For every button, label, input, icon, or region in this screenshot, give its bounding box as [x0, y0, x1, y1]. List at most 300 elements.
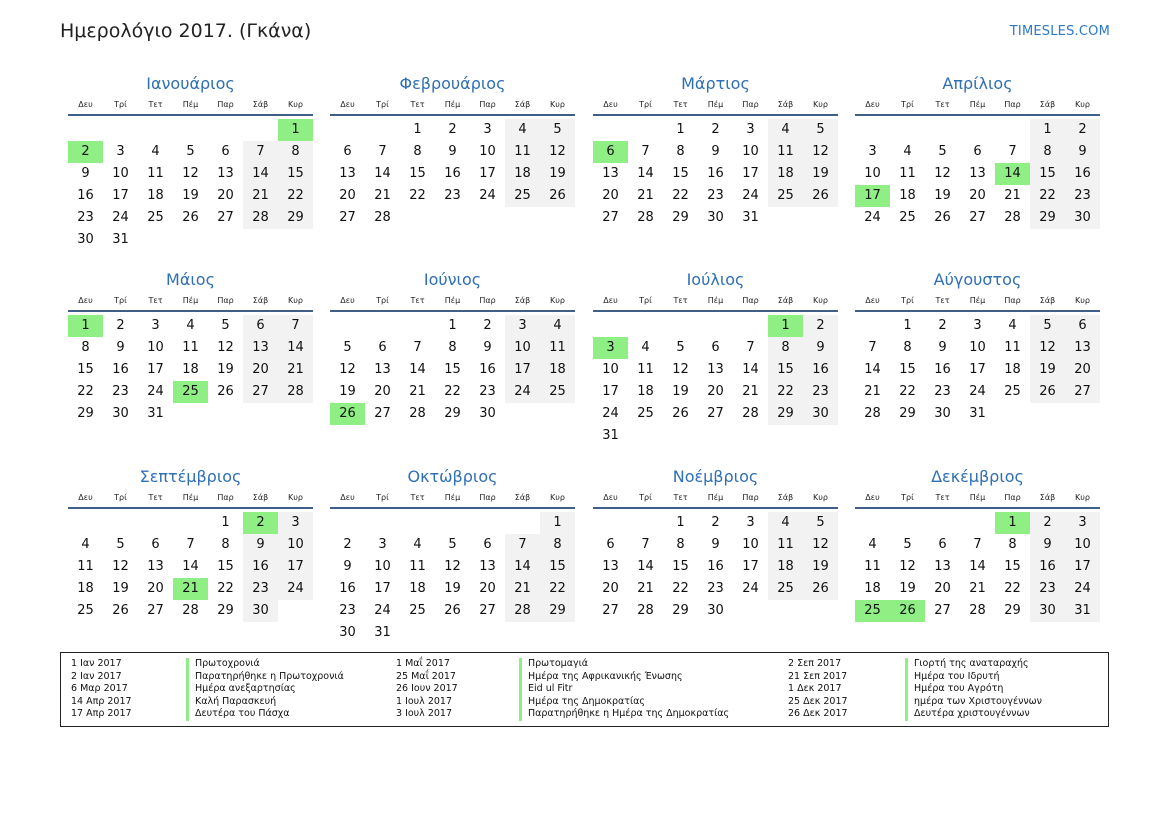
day-cell: 19: [1030, 359, 1065, 381]
day-cell: 29: [672, 210, 689, 225]
day-cell: 20: [602, 581, 619, 596]
weekday-label: Κυρ: [550, 493, 565, 502]
weekday-label: Δευ: [865, 493, 880, 502]
empty-cell: [663, 315, 698, 337]
day-cell: 1: [221, 515, 230, 530]
month-block: [330, 268, 575, 425]
legend-date: 1 Δεκ 2017: [788, 683, 842, 694]
day-cell: 5: [116, 537, 125, 552]
day-cell: 8: [221, 537, 230, 552]
weekday-label: Κυρ: [1075, 296, 1090, 305]
weekday-label: Τρί: [639, 296, 652, 305]
legend-holiday-name: Δευτέρα του Πάσχα: [195, 708, 290, 719]
month-block: [593, 72, 838, 229]
day-cell: 4: [151, 144, 160, 159]
day-cell: 30: [803, 403, 838, 425]
day-cell: 24: [278, 578, 313, 600]
day-cell: 4: [540, 315, 575, 337]
day-cell: 5: [540, 119, 575, 141]
day-cell: 30: [339, 625, 356, 640]
legend-holiday-name: Δευτέρα χριστουγέννων: [914, 708, 1030, 719]
empty-cell: [593, 119, 628, 141]
weekday-label: Σάβ: [777, 100, 794, 109]
day-cell: 17: [742, 559, 759, 574]
day-cell: 25: [77, 603, 94, 618]
holiday-day: 1: [68, 315, 103, 337]
day-cell: 10: [112, 166, 129, 181]
day-cell: 15: [768, 359, 803, 381]
weekday-label: Παρ: [217, 100, 234, 109]
month-name: Μάιος: [166, 270, 215, 289]
day-cell: 30: [1030, 600, 1065, 622]
day-cell: 10: [969, 340, 986, 355]
weekday-label: Δευ: [78, 296, 93, 305]
day-cell: 5: [1030, 315, 1065, 337]
day-cell: 20: [217, 188, 234, 203]
empty-cell: [698, 315, 733, 337]
day-cell: 14: [409, 362, 426, 377]
day-cell: 8: [278, 141, 313, 163]
page-title: Ημερολόγιο 2017. (Γκάνα): [60, 20, 312, 42]
day-cell: 1: [1030, 119, 1065, 141]
day-cell: 18: [637, 384, 654, 399]
holiday-day: 14: [995, 163, 1030, 185]
day-grid: [330, 512, 575, 644]
legend-date: 26 Δεκ 2017: [788, 708, 848, 719]
empty-cell: [138, 119, 173, 141]
day-cell: 29: [278, 207, 313, 229]
day-cell: 14: [182, 559, 199, 574]
day-cell: 2: [711, 515, 720, 530]
day-cell: 18: [182, 362, 199, 377]
day-cell: 7: [868, 340, 877, 355]
day-cell: 28: [742, 406, 759, 421]
day-cell: 27: [707, 406, 724, 421]
day-cell: 23: [444, 188, 461, 203]
day-cell: 17: [112, 188, 129, 203]
day-cell: 28: [409, 406, 426, 421]
weekday-label: Σάβ: [1039, 100, 1056, 109]
day-cell: 13: [707, 362, 724, 377]
day-cell: 1: [540, 512, 575, 534]
weekday-label: Τετ: [673, 493, 688, 502]
weekday-label: Κυρ: [1075, 493, 1090, 502]
day-cell: 5: [803, 119, 838, 141]
weekday-label: Πέμ: [707, 100, 724, 109]
day-cell: 24: [147, 384, 164, 399]
day-cell: 30: [1065, 207, 1100, 229]
day-cell: 22: [1030, 185, 1065, 207]
day-cell: 15: [672, 559, 689, 574]
month-block: [855, 465, 1100, 622]
day-cell: 26: [444, 603, 461, 618]
weekday-header: [68, 98, 313, 116]
day-cell: 23: [77, 210, 94, 225]
weekday-label: Δευ: [603, 296, 618, 305]
day-cell: 5: [938, 144, 947, 159]
weekday-label: Τετ: [935, 493, 950, 502]
legend-holiday-name: ημέρα των Χριστουγέννων: [914, 695, 1042, 707]
holiday-day: 2: [243, 512, 278, 534]
weekday-header: [330, 491, 575, 509]
weekday-label: Πέμ: [707, 296, 724, 305]
day-cell: 23: [934, 384, 951, 399]
day-cell: 9: [81, 166, 90, 181]
empty-cell: [960, 512, 995, 534]
day-cell: 15: [1004, 559, 1021, 574]
day-cell: 8: [81, 340, 90, 355]
day-cell: 7: [641, 537, 650, 552]
day-cell: 6: [483, 537, 492, 552]
day-cell: 16: [707, 559, 724, 574]
day-cell: 27: [217, 210, 234, 225]
weekday-label: Δευ: [865, 100, 880, 109]
day-cell: 12: [444, 559, 461, 574]
day-cell: 23: [1030, 578, 1065, 600]
weekday-label: Σάβ: [777, 493, 794, 502]
day-cell: 7: [278, 315, 313, 337]
day-cell: 24: [864, 210, 881, 225]
day-cell: 3: [746, 122, 755, 137]
day-cell: 13: [602, 166, 619, 181]
day-cell: 12: [934, 166, 951, 181]
day-cell: 13: [969, 166, 986, 181]
day-cell: 7: [1008, 144, 1017, 159]
day-cell: 19: [339, 384, 356, 399]
day-cell: 24: [742, 581, 759, 596]
day-cell: 18: [409, 581, 426, 596]
day-cell: 22: [77, 384, 94, 399]
legend-holiday-name: Ημέρα του Αγρότη: [914, 683, 1004, 694]
day-cell: 27: [934, 603, 951, 618]
month-name: Σεπτέμβριος: [139, 467, 242, 486]
day-cell: 14: [637, 166, 654, 181]
month-name: Ιούλιος: [686, 270, 745, 289]
day-cell: 26: [182, 210, 199, 225]
day-cell: 14: [505, 556, 540, 578]
empty-cell: [505, 512, 540, 534]
legend-date: 6 Μαρ 2017: [71, 683, 128, 694]
legend-holiday-name: Ημέρα του Ιδρυτή: [914, 670, 1000, 682]
weekday-label: Κυρ: [288, 100, 303, 109]
day-cell: 4: [768, 512, 803, 534]
weekday-label: Παρ: [479, 296, 496, 305]
day-cell: 12: [803, 141, 838, 163]
legend-date: 3 Ιουλ 2017: [396, 708, 452, 719]
day-cell: 9: [803, 337, 838, 359]
day-cell: 23: [803, 381, 838, 403]
day-cell: 25: [1004, 384, 1021, 399]
day-cell: 26: [1030, 381, 1065, 403]
day-cell: 21: [1004, 188, 1021, 203]
day-cell: 4: [505, 119, 540, 141]
empty-cell: [960, 119, 995, 141]
month-name: Αύγουστος: [933, 270, 1022, 289]
day-cell: 7: [746, 340, 755, 355]
legend-date: 2 Σεπ 2017: [788, 658, 842, 669]
day-cell: 12: [1030, 337, 1065, 359]
day-grid: [330, 315, 575, 425]
weekday-label: Δευ: [865, 296, 880, 305]
weekday-label: Δευ: [340, 296, 355, 305]
day-cell: 4: [1008, 318, 1017, 333]
day-cell: 11: [1004, 340, 1021, 355]
day-cell: 19: [182, 188, 199, 203]
day-cell: 13: [217, 166, 234, 181]
day-cell: 6: [938, 537, 947, 552]
legend-date: 25 Μαΐ 2017: [396, 670, 456, 682]
month-block: [855, 72, 1100, 229]
day-cell: 3: [116, 144, 125, 159]
empty-cell: [733, 315, 768, 337]
weekday-label: Τετ: [935, 296, 950, 305]
legend-date: 21 Σεπ 2017: [788, 670, 848, 682]
day-cell: 23: [1065, 185, 1100, 207]
day-cell: 22: [768, 381, 803, 403]
weekday-header: [855, 294, 1100, 312]
weekday-label: Τετ: [935, 100, 950, 109]
holiday-day: 2: [68, 141, 103, 163]
day-cell: 12: [803, 534, 838, 556]
empty-cell: [925, 119, 960, 141]
day-grid: [593, 512, 838, 622]
weekday-label: Πέμ: [182, 100, 199, 109]
weekday-label: Σάβ: [252, 100, 269, 109]
day-cell: 22: [899, 384, 916, 399]
weekday-label: Παρ: [217, 296, 234, 305]
legend-date: 14 Απρ 2017: [71, 695, 132, 707]
day-cell: 14: [864, 362, 881, 377]
day-cell: 6: [343, 144, 352, 159]
day-cell: 24: [602, 406, 619, 421]
legend-date: 26 Ιουν 2017: [396, 683, 458, 694]
legend-date: 1 Μαΐ 2017: [396, 658, 450, 669]
brand-link[interactable]: TIMESLES.COM: [1009, 24, 1110, 39]
day-cell: 13: [1065, 337, 1100, 359]
day-cell: 8: [413, 144, 422, 159]
holiday-day: 1: [995, 512, 1030, 534]
empty-cell: [470, 512, 505, 534]
day-cell: 22: [444, 384, 461, 399]
day-cell: 11: [540, 337, 575, 359]
day-cell: 12: [672, 362, 689, 377]
day-cell: 4: [81, 537, 90, 552]
day-cell: 15: [1030, 163, 1065, 185]
empty-cell: [628, 119, 663, 141]
weekday-label: Σάβ: [252, 493, 269, 502]
holiday-legend: [60, 652, 1109, 727]
day-cell: 9: [711, 537, 720, 552]
day-cell: 6: [606, 537, 615, 552]
weekday-label: Παρ: [1004, 493, 1021, 502]
weekday-label: Πέμ: [707, 493, 724, 502]
day-cell: 22: [278, 185, 313, 207]
day-cell: 25: [899, 210, 916, 225]
day-cell: 31: [602, 428, 619, 443]
weekday-label: Παρ: [217, 493, 234, 502]
day-cell: 9: [1065, 141, 1100, 163]
day-cell: 4: [868, 537, 877, 552]
day-cell: 26: [803, 578, 838, 600]
day-cell: 7: [641, 144, 650, 159]
day-cell: 6: [711, 340, 720, 355]
empty-cell: [435, 512, 470, 534]
month-block: [330, 465, 575, 644]
month-name: Φεβρουάριος: [399, 74, 506, 93]
month-block: [855, 268, 1100, 425]
legend-date: 17 Απρ 2017: [71, 708, 132, 719]
day-cell: 15: [444, 362, 461, 377]
weekday-label: Παρ: [479, 493, 496, 502]
day-cell: 9: [116, 340, 125, 355]
weekday-label: Τετ: [148, 296, 163, 305]
day-cell: 21: [374, 188, 391, 203]
day-cell: 20: [1065, 359, 1100, 381]
day-cell: 2: [1065, 119, 1100, 141]
weekday-label: Δευ: [603, 493, 618, 502]
empty-cell: [138, 512, 173, 534]
legend-name-column: [186, 658, 344, 721]
weekday-header: [330, 98, 575, 116]
day-cell: 27: [602, 603, 619, 618]
day-cell: 3: [505, 315, 540, 337]
weekday-header: [855, 98, 1100, 116]
day-grid: [593, 119, 838, 229]
day-cell: 29: [1004, 603, 1021, 618]
day-cell: 3: [483, 122, 492, 137]
day-cell: 16: [112, 362, 129, 377]
weekday-label: Σάβ: [252, 296, 269, 305]
legend-name-column: [519, 658, 729, 721]
holiday-day: 26: [330, 403, 365, 425]
day-cell: 29: [899, 406, 916, 421]
day-cell: 2: [1030, 512, 1065, 534]
legend-date: 1 Ιαν 2017: [71, 658, 122, 669]
empty-cell: [855, 315, 890, 337]
day-cell: 15: [278, 163, 313, 185]
day-cell: 1: [413, 122, 422, 137]
day-cell: 8: [1030, 141, 1065, 163]
weekday-label: Σάβ: [1039, 493, 1056, 502]
day-cell: 5: [903, 537, 912, 552]
weekday-label: Δευ: [78, 100, 93, 109]
empty-cell: [628, 315, 663, 337]
day-cell: 25: [409, 603, 426, 618]
day-cell: 15: [77, 362, 94, 377]
day-cell: 18: [768, 163, 803, 185]
day-cell: 18: [77, 581, 94, 596]
day-cell: 15: [899, 362, 916, 377]
weekday-label: Κυρ: [813, 100, 828, 109]
day-cell: 11: [864, 559, 881, 574]
legend-name-column: [905, 658, 1042, 721]
day-cell: 25: [768, 578, 803, 600]
day-cell: 21: [243, 185, 278, 207]
weekday-label: Τρί: [901, 493, 914, 502]
day-cell: 8: [1008, 537, 1017, 552]
empty-cell: [365, 119, 400, 141]
day-cell: 20: [374, 384, 391, 399]
day-cell: 19: [112, 581, 129, 596]
empty-cell: [855, 512, 890, 534]
day-cell: 16: [707, 166, 724, 181]
empty-cell: [103, 512, 138, 534]
day-cell: 1: [676, 122, 685, 137]
day-cell: 20: [969, 188, 986, 203]
day-cell: 21: [637, 188, 654, 203]
day-cell: 10: [479, 144, 496, 159]
weekday-label: Πέμ: [182, 296, 199, 305]
day-cell: 19: [217, 362, 234, 377]
day-cell: 9: [448, 144, 457, 159]
day-cell: 3: [868, 144, 877, 159]
weekday-header: [593, 491, 838, 509]
day-cell: 30: [243, 600, 278, 622]
day-cell: 10: [505, 337, 540, 359]
day-cell: 2: [116, 318, 125, 333]
day-cell: 6: [973, 144, 982, 159]
day-cell: 3: [278, 512, 313, 534]
day-cell: 5: [448, 537, 457, 552]
day-cell: 4: [413, 537, 422, 552]
day-cell: 28: [505, 600, 540, 622]
empty-cell: [925, 512, 960, 534]
day-cell: 21: [969, 581, 986, 596]
holiday-day: 25: [855, 600, 890, 622]
day-cell: 22: [409, 188, 426, 203]
weekday-label: Τρί: [639, 493, 652, 502]
legend-holiday-name: Παρατηρήθηκε η Ημέρα της Δημοκρατίας: [528, 708, 730, 719]
day-cell: 20: [339, 188, 356, 203]
day-cell: 14: [243, 163, 278, 185]
day-cell: 6: [378, 340, 387, 355]
weekday-label: Πέμ: [444, 296, 461, 305]
day-cell: 8: [540, 534, 575, 556]
weekday-label: Σάβ: [1039, 296, 1056, 305]
day-cell: 5: [221, 318, 230, 333]
day-cell: 10: [1065, 534, 1100, 556]
day-cell: 29: [1030, 207, 1065, 229]
day-cell: 1: [448, 318, 457, 333]
day-cell: 6: [243, 315, 278, 337]
day-cell: 8: [676, 144, 685, 159]
day-cell: 24: [1065, 578, 1100, 600]
legend-holiday-name: Eid ul Fitr: [528, 683, 573, 694]
day-cell: 24: [479, 188, 496, 203]
day-cell: 6: [1065, 315, 1100, 337]
day-cell: 29: [217, 603, 234, 618]
day-cell: 27: [339, 210, 356, 225]
day-cell: 9: [343, 559, 352, 574]
day-cell: 28: [182, 603, 199, 618]
day-cell: 17: [742, 166, 759, 181]
day-cell: 20: [243, 359, 278, 381]
day-cell: 7: [243, 141, 278, 163]
day-cell: 15: [217, 559, 234, 574]
day-cell: 12: [899, 559, 916, 574]
month-block: [68, 72, 313, 251]
day-cell: 25: [768, 185, 803, 207]
weekday-label: Τρί: [114, 493, 127, 502]
day-cell: 2: [803, 315, 838, 337]
weekday-label: Κυρ: [550, 296, 565, 305]
day-cell: 9: [483, 340, 492, 355]
day-cell: 8: [768, 337, 803, 359]
empty-cell: [400, 512, 435, 534]
day-cell: 31: [112, 232, 129, 247]
day-cell: 23: [707, 581, 724, 596]
day-grid: [330, 119, 575, 229]
